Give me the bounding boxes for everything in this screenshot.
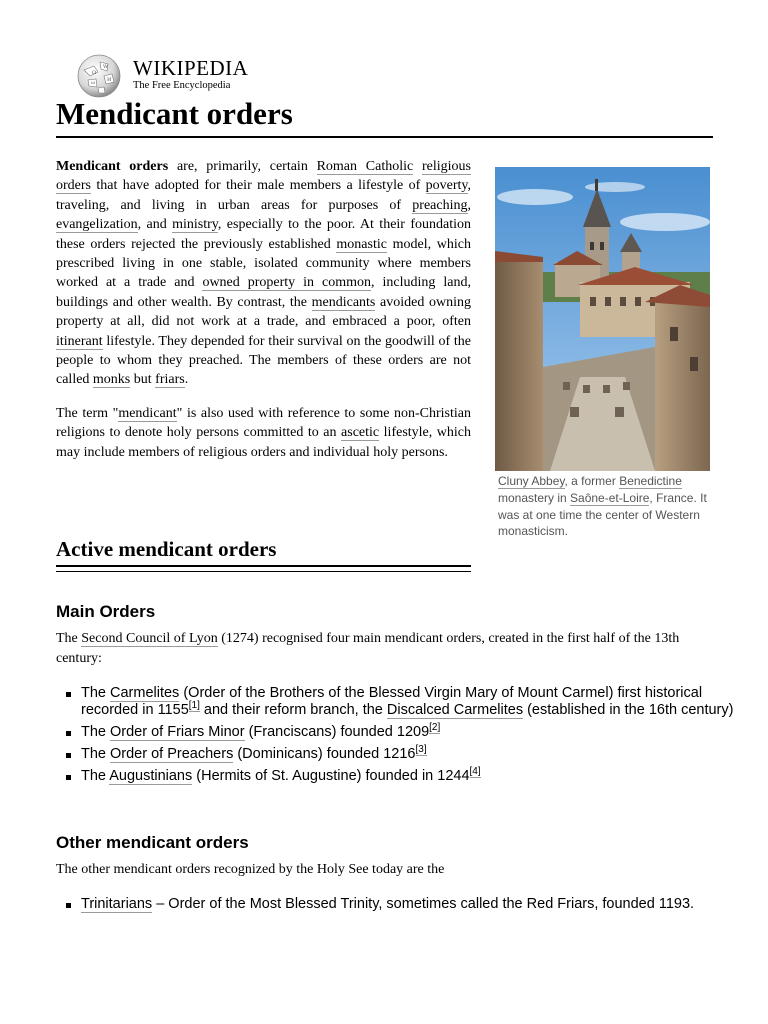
link-carmelites[interactable]: Carmelites bbox=[110, 685, 180, 701]
intro-section bbox=[56, 157, 471, 476]
text: and their reform branch, the bbox=[199, 702, 387, 718]
svg-text:ω: ω bbox=[91, 80, 96, 86]
text: – Order of the Most Blessed Trinity, sometimes called the Red Friars, founded 1193. bbox=[152, 896, 695, 912]
link-preaching[interactable]: preaching bbox=[412, 197, 468, 213]
text: The bbox=[56, 631, 82, 646]
link-owned-property[interactable]: owned property in common bbox=[202, 275, 372, 291]
link-ministry[interactable]: ministry bbox=[172, 217, 218, 233]
bold-term: Mendicant orders bbox=[56, 159, 169, 174]
reference-link[interactable]: [1] bbox=[188, 700, 200, 712]
text: , bbox=[467, 197, 471, 213]
text: " is also used with reference to some non-Christian religions to denote holy persons committed to an bbox=[56, 405, 471, 441]
text: but bbox=[130, 372, 156, 388]
page-title: Mendicant orders bbox=[56, 96, 293, 131]
link-benedictine[interactable]: Benedictine bbox=[619, 474, 682, 488]
link-ascetic[interactable]: ascetic bbox=[341, 425, 380, 441]
heading-other-mendicant-orders: Other mendicant orders bbox=[56, 833, 249, 852]
text: (Franciscans) founded 1209 bbox=[244, 724, 430, 740]
intro-paragraph-1 bbox=[56, 157, 471, 390]
logo-tagline: The Free Encyclopedia bbox=[133, 80, 231, 92]
svg-text:Ω: Ω bbox=[92, 70, 97, 76]
heading-main-orders: Main Orders bbox=[56, 602, 156, 621]
text: , traveling, and living in urban areas for purposes of bbox=[56, 178, 471, 213]
text: . bbox=[184, 372, 189, 388]
text: The bbox=[81, 746, 111, 762]
text: avoided owning property at all, did not work at a trade, and embraced a poor, often bbox=[56, 294, 471, 330]
list-item bbox=[81, 685, 738, 719]
other-orders-list bbox=[56, 896, 738, 918]
link-itinerant[interactable]: itinerant bbox=[56, 333, 103, 349]
link-mendicant[interactable]: mendicant bbox=[118, 405, 177, 421]
text: (Dominicans) founded 1216 bbox=[233, 746, 416, 762]
text: , a former bbox=[564, 474, 620, 488]
text: , including land, buildings and other wealth. By contrast, the bbox=[56, 275, 471, 310]
text: model, which prescribed living in one stable, isolated community where members worked at a trade and bbox=[56, 236, 471, 291]
title-divider bbox=[56, 136, 713, 138]
link-order-of-preachers[interactable]: Order of Preachers bbox=[110, 746, 234, 762]
link-cluny-abbey[interactable]: Cluny Abbey bbox=[498, 474, 565, 488]
svg-text:W: W bbox=[103, 64, 109, 70]
logo-title: WIKIPEDIA bbox=[133, 56, 249, 81]
reference-link[interactable]: [2] bbox=[429, 722, 441, 734]
link-monks[interactable]: monks bbox=[92, 372, 131, 388]
text: , especially to the poor. At their foundation these orders rejected the previously established bbox=[56, 217, 471, 252]
reference-link[interactable]: [4] bbox=[469, 766, 481, 778]
list-item bbox=[81, 896, 738, 913]
wikipedia-globe-icon bbox=[74, 52, 124, 98]
figure-caption bbox=[495, 473, 710, 540]
text: (Order of the Brothers of the Blessed Virgin Mary of Mount Carmel) first historical recorded in 1155 bbox=[81, 685, 703, 718]
link-augustinians[interactable]: Augustinians bbox=[109, 768, 193, 784]
cluny-abbey-photo[interactable] bbox=[495, 167, 710, 471]
main-orders-paragraph bbox=[56, 629, 713, 669]
link-monastic[interactable]: monastic bbox=[336, 236, 387, 252]
text: The bbox=[81, 724, 111, 740]
list-item bbox=[81, 768, 738, 785]
wikipedia-logo[interactable] bbox=[74, 52, 248, 98]
link-poverty[interactable]: poverty bbox=[425, 178, 468, 194]
main-orders-list bbox=[56, 685, 738, 790]
text: The bbox=[81, 768, 110, 784]
intro-paragraph-2 bbox=[56, 404, 471, 462]
list-item bbox=[81, 746, 738, 763]
text: lifestyle, which may include members of religious orders and individual holy persons. bbox=[56, 425, 472, 460]
text: (established in the 16th century) bbox=[523, 702, 734, 718]
text: (1274) recognised four main mendicant orders, created in the first half of the 13th century: bbox=[56, 631, 680, 666]
text: lifestyle. They depended for their survival on the goodwill of the people to whom they preached. The members of these orders are not called bbox=[56, 333, 471, 388]
link-religious-orders[interactable]: religious orders bbox=[56, 159, 471, 194]
reference-link[interactable]: [3] bbox=[415, 744, 427, 756]
section-divider bbox=[56, 571, 471, 572]
link-friars[interactable]: friars bbox=[155, 372, 185, 388]
link-trinitarians[interactable]: Trinitarians bbox=[81, 896, 153, 912]
wordmark bbox=[133, 58, 248, 92]
text: that have adopted for their male members a lifestyle of bbox=[91, 178, 426, 194]
link-second-council-of-lyon[interactable]: Second Council of Lyon bbox=[81, 631, 218, 646]
text: , France. It was at one time the center of Western monasticism. bbox=[498, 490, 707, 539]
link-saone-et-loire[interactable]: Saône-et-Loire bbox=[570, 490, 650, 505]
text: (Hermits of St. Augustine) founded in 1244 bbox=[192, 768, 470, 784]
list-item bbox=[81, 724, 738, 741]
text bbox=[413, 159, 422, 174]
link-roman-catholic[interactable]: Roman Catholic bbox=[316, 159, 414, 174]
infobox-figure bbox=[495, 167, 710, 540]
svg-text:И: И bbox=[107, 77, 112, 83]
text: monastery in bbox=[498, 490, 571, 505]
text: The bbox=[81, 685, 111, 701]
other-orders-paragraph: The other mendicant orders recognized by the Holy See today are the bbox=[56, 862, 445, 877]
text: , and bbox=[137, 217, 173, 233]
link-evangelization[interactable]: evangelization bbox=[56, 217, 138, 233]
link-discalced-carmelites[interactable]: Discalced Carmelites bbox=[386, 702, 524, 718]
text: are, primarily, certain bbox=[168, 159, 317, 174]
link-order-of-friars-minor[interactable]: Order of Friars Minor bbox=[110, 724, 245, 740]
text: The term " bbox=[56, 405, 119, 421]
link-mendicants[interactable]: mendicants bbox=[311, 294, 376, 310]
heading-active-mendicant-orders: Active mendicant orders bbox=[56, 537, 277, 561]
section-divider bbox=[56, 565, 471, 567]
